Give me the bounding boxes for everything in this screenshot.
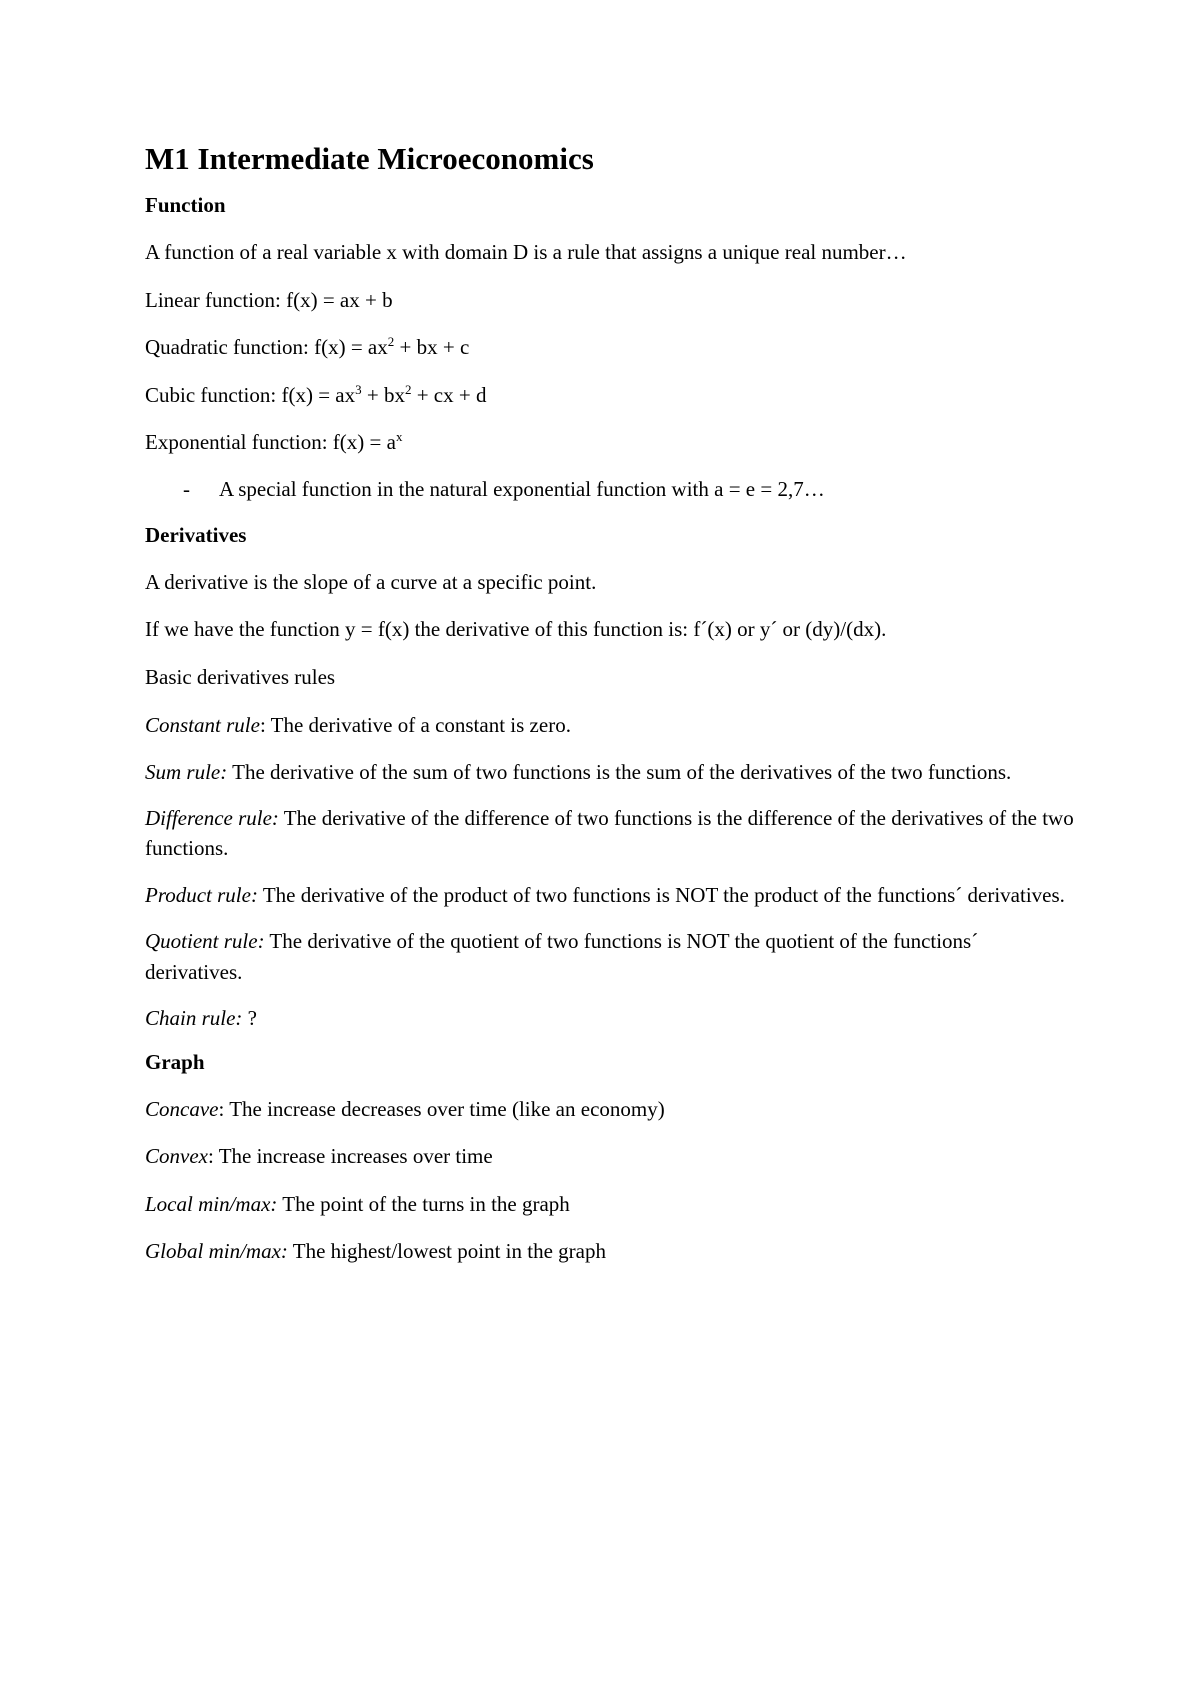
cubic-exponent-1: 3 [355, 381, 362, 397]
quadratic-function-line [145, 333, 1075, 362]
rule-quotient [145, 926, 1075, 987]
graph-term: Local min/max: [145, 1191, 278, 1216]
rule-term: Constant rule [145, 713, 260, 738]
quadratic-suffix: + bx + c [399, 335, 470, 360]
exponential-function-line [145, 428, 1075, 457]
bullet-dash: - [183, 477, 190, 502]
graph-text: : The increase decreases over time (like an economy) [218, 1096, 665, 1121]
graph-term: Convex [145, 1144, 208, 1169]
cubic-part-3: + cx + d [411, 382, 487, 407]
cubic-function-line [145, 381, 1075, 410]
rule-text: The derivative of the difference of two functions is the difference of the derivatives of the two functions. [145, 805, 1074, 861]
graph-item-global-minmax [145, 1237, 1075, 1266]
bullet-text: A special function in the natural exponential function with a = e = 2,7… [219, 477, 825, 502]
cubic-exponent-2: 2 [404, 381, 412, 397]
quadratic-prefix: Quadratic function: f(x) = ax [145, 335, 388, 360]
graph-term: Concave [145, 1096, 219, 1121]
derivative-notation: If we have the function y = f(x) the derivative of this function is: f´(x) or y´ or (dy)/(dx). [145, 617, 887, 642]
page-title: M1 Intermediate Microeconomics [145, 141, 594, 176]
graph-item-concave [145, 1095, 1075, 1124]
rule-constant [145, 710, 1075, 740]
exponential-exponent: x [395, 428, 403, 444]
rule-term: Difference rule: [145, 805, 279, 830]
cubic-part-2: + bx [361, 382, 405, 407]
rule-term: Product rule: [145, 882, 258, 907]
rule-term: Quotient rule: [145, 929, 265, 954]
function-definition: A function of a real variable x with domain D is a rule that assigns a unique real number… [145, 240, 907, 265]
rule-term: Chain rule: [145, 1006, 243, 1031]
derivative-definition: A derivative is the slope of a curve at a specific point. [145, 569, 597, 594]
document-body [145, 140, 1075, 1284]
graph-term: Global min/max: [145, 1238, 288, 1263]
rule-text: ? [242, 1006, 257, 1031]
graph-item-convex [145, 1142, 1075, 1171]
graph-text: : The increase increases over time [207, 1144, 493, 1169]
rule-product [145, 880, 1075, 910]
exponential-prefix: Exponential function: f(x) = a [145, 429, 396, 454]
linear-function-line: Linear function: f(x) = ax + b [145, 287, 393, 312]
graph-text: The highest/lowest point in the graph [287, 1238, 606, 1263]
rule-text: The derivative of the sum of two functions is the sum of the derivatives of the two functions. [227, 759, 1012, 784]
cubic-part-1: Cubic function: f(x) = ax [145, 382, 356, 407]
rule-sum [145, 757, 1075, 787]
graph-item-local-minmax [145, 1190, 1075, 1219]
rule-text: The derivative of the product of two functions is NOT the product of the functions´ derivatives. [257, 882, 1065, 907]
rule-difference [145, 803, 1075, 864]
list-item [183, 475, 1075, 504]
section-heading-function: Function [145, 193, 226, 218]
rule-term: Sum rule: [145, 759, 228, 784]
graph-text: The point of the turns in the graph [277, 1191, 570, 1216]
rule-chain [145, 1003, 1075, 1033]
rule-text: : The derivative of a constant is zero. [259, 713, 571, 738]
quadratic-exponent: 2 [387, 334, 395, 350]
rule-text: The derivative of the quotient of two functions is NOT the quotient of the functions´ derivatives. [145, 929, 979, 984]
section-heading-derivatives: Derivatives [145, 522, 247, 547]
section-heading-graph: Graph [145, 1049, 205, 1074]
rules-intro: Basic derivatives rules [145, 664, 336, 689]
